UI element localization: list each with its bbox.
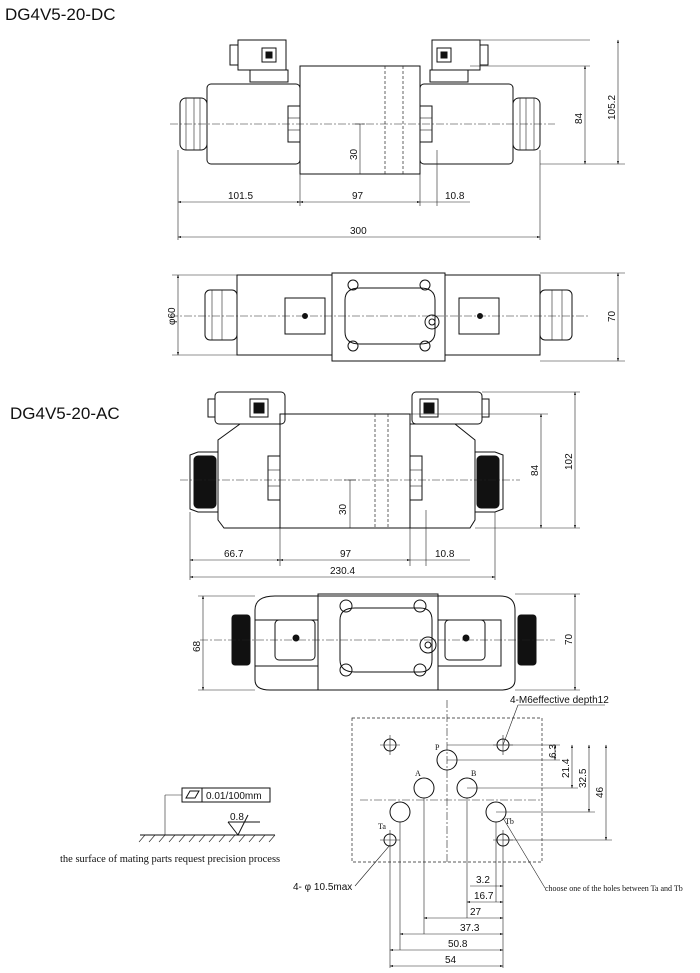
port-b-label: B — [471, 769, 477, 778]
port-ta — [390, 802, 410, 822]
ac-top-outline — [255, 596, 515, 690]
ac-dim-108: 10.8 — [435, 549, 455, 560]
dc-side-view — [170, 40, 625, 240]
dc-dim-30: 30 — [349, 148, 360, 160]
ac-dim-70: 70 — [564, 633, 575, 645]
surface-hatch — [139, 835, 275, 842]
h-dim-167: 16.7 — [474, 891, 494, 902]
v-dim-46: 46 — [595, 786, 606, 798]
dc-dim-1015: 101.5 — [228, 191, 254, 202]
dc-dim-108: 10.8 — [445, 191, 465, 202]
ac-title: DG4V5-20-AC — [10, 404, 120, 423]
dc-top-body — [332, 273, 445, 361]
dc-dim-dia60: φ60 — [167, 307, 178, 325]
dc-dim-84: 84 — [574, 112, 585, 124]
m6-thread-hole — [380, 735, 400, 755]
dc-dim-97: 97 — [352, 191, 364, 202]
h-dim-27: 27 — [470, 907, 482, 918]
dc-title: DG4V5-20-DC — [5, 5, 116, 24]
ac-dim-68: 68 — [192, 640, 203, 652]
surface-note: the surface of mating parts request precision process — [60, 854, 281, 865]
hole-note: 4- φ 10.5max — [293, 882, 353, 893]
v-dim-63: 6.3 — [548, 744, 559, 758]
port-a-label: A — [415, 769, 421, 778]
dc-top-view — [167, 273, 625, 361]
ac-dim-84: 84 — [530, 464, 541, 476]
h-dim-508: 50.8 — [448, 939, 468, 950]
port-tb-label: Tb — [505, 817, 514, 826]
port-p-label: P — [435, 743, 440, 752]
port-a — [414, 778, 434, 798]
h-dim-373: 37.3 — [460, 923, 480, 934]
ac-dim-97: 97 — [340, 549, 352, 560]
ac-dim-30: 30 — [338, 503, 349, 515]
h-dim-32: 3.2 — [476, 875, 490, 886]
v-dim-214: 21.4 — [561, 758, 572, 778]
ac-side-view — [180, 392, 580, 580]
port-ta-label: Ta — [378, 822, 386, 831]
ac-dim-667: 66.7 — [224, 549, 244, 560]
dc-dim-70: 70 — [607, 310, 618, 322]
flatness-value: 0.01/100mm — [206, 791, 262, 802]
choose-note: choose one of the holes between Ta and Tb — [545, 884, 683, 893]
surface-spec — [60, 788, 280, 865]
roughness-value: 0.8 — [230, 812, 244, 823]
dc-dim-105: 105.2 — [607, 94, 618, 120]
dc-right-connector — [432, 40, 480, 70]
v-dim-325: 32.5 — [578, 768, 589, 788]
flatness-icon — [186, 791, 199, 798]
thread-note: 4-M6effective depth12 — [510, 695, 609, 706]
ac-top-view — [192, 594, 580, 690]
ac-right-connector — [412, 392, 482, 424]
ac-left-coil — [218, 424, 280, 528]
mounting-pattern — [293, 695, 683, 968]
ac-dim-2304: 230.4 — [330, 566, 356, 577]
dc-dim-300: 300 — [350, 226, 367, 237]
ac-dim-102: 102 — [564, 453, 575, 470]
m6-thread-hole — [380, 830, 400, 850]
ac-right-coil — [410, 424, 475, 528]
h-dim-54: 54 — [445, 955, 457, 966]
